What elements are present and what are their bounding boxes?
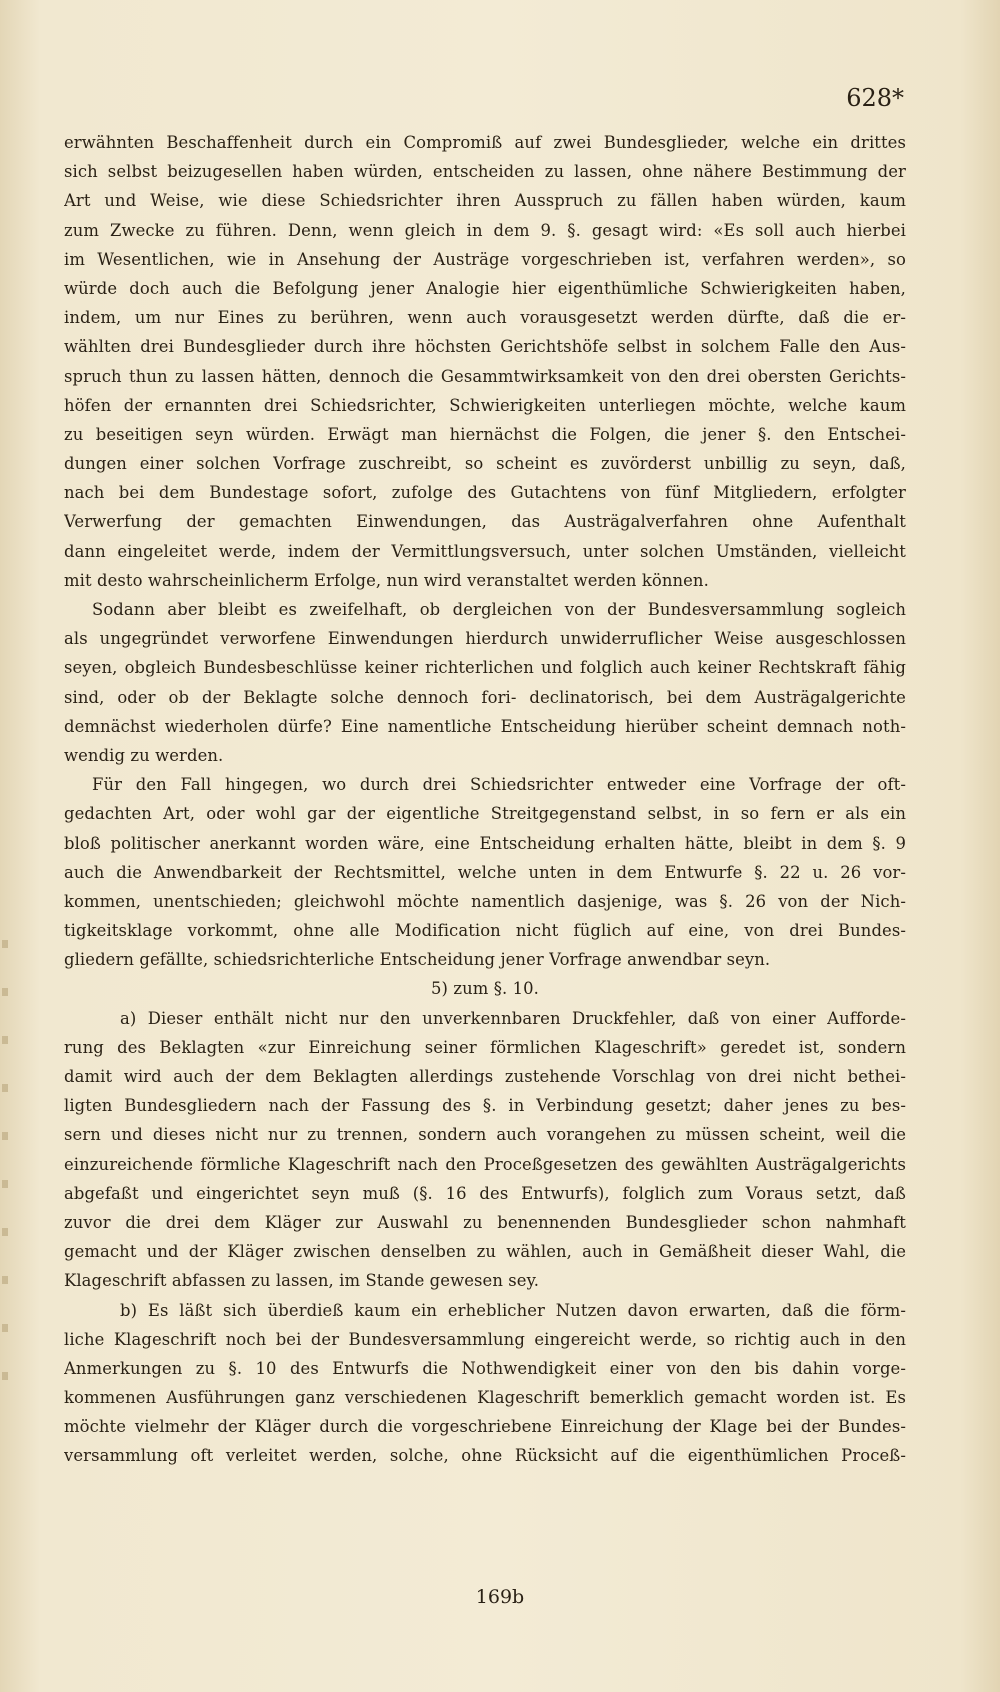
- text-line: Sodann aber bleibt es zweifelhaft, ob dergleichen von der Bundesversammlung sogleich: [92, 600, 906, 619]
- text-line: würde doch auch die Befolgung jener Analogie hier eigenthümliche Schwierigkeiten haben,: [64, 278, 906, 298]
- text-line: Klageschrift abfassen zu lassen, im Stande gewesen sey.: [64, 1271, 540, 1291]
- text-line: höfen der ernannten drei Schiedsrichter, Schwierigkeiten unterliegen möchte, welche kaum: [64, 395, 906, 415]
- text-line: sern und dieses nicht nur zu trennen, sondern auch vorangehen zu müssen scheint, weil die: [64, 1125, 906, 1145]
- text-line: Für den Fall hingegen, wo durch drei Schiedsrichter entweder eine Vorfrage der oft-: [92, 775, 906, 795]
- text-line: wendig zu werden.: [64, 745, 224, 765]
- text-line: damit wird auch der dem Beklagten allerdings zustehende Vorschlag von drei nicht bethei-: [64, 1067, 906, 1086]
- text-line: dungen einer solchen Vorfrage zuschreibt, so scheint es zuvörderst unbillig zu seyn, daß,: [64, 454, 906, 474]
- text-line: möchte vielmehr der Kläger durch die vorgeschriebene Einreichung der Klage bei der Bundes-: [64, 1417, 906, 1437]
- text-line: kommenen Ausführungen ganz verschiedenen Klageschrift bemerklich gemacht worden ist. Es: [64, 1388, 906, 1408]
- text-line: wählten drei Bundesglieder durch ihre höchsten Gerichtshöfe selbst in solchem Falle den Aus-: [64, 337, 906, 357]
- section-heading: 5) zum §. 10.: [431, 979, 539, 999]
- text-line: auch die Anwendbarkeit der Rechtsmittel, welche unten in dem Entwurfe §. 22 u. 26 vor-: [64, 862, 906, 882]
- text-line: im Wesentlichen, wie in Ansehung der Austräge vorgeschrieben ist, verfahren werden», so: [64, 249, 906, 269]
- text-line: erwähnten Beschaffenheit durch ein Compromiß auf zwei Bundesglieder, welche ein drittes: [64, 133, 906, 152]
- text-line: gliedern gefällte, schiedsrichterliche Entscheidung jener Vorfrage anwendbar seyn.: [64, 950, 771, 970]
- text-line: gedachten Art, oder wohl gar der eigentliche Streitgegenstand selbst, in so fern er als ein: [64, 804, 906, 824]
- text-line: b) Es läßt sich überdieß kaum ein erheblicher Nutzen davon erwarten, daß die förm-: [120, 1300, 906, 1320]
- text-line: demnächst wiederholen dürfe? Eine namentliche Entscheidung hierüber scheint demnach noth-: [64, 716, 906, 736]
- body-text: [64, 128, 906, 1471]
- text-line: Anmerkungen zu §. 10 des Entwurfs die Nothwendigkeit einer von den bis dahin vorge-: [64, 1358, 906, 1378]
- text-line: liche Klageschrift noch bei der Bundesversammlung eingereicht werde, so richtig auch in den: [64, 1329, 906, 1349]
- text-line: zum Zwecke zu führen. Denn, wenn gleich in dem 9. §. gesagt wird: «Es soll auch hierbei: [64, 220, 906, 240]
- text-line: spruch thun zu lassen hätten, dennoch die Gesammtwirksamkeit von den drei obersten Gerichts-: [64, 366, 906, 386]
- text-line: seyen, obgleich Bundesbeschlüsse keiner richterlichen und folglich auch keiner Rechtskraft fähig: [64, 658, 906, 678]
- text-line: dann eingeleitet werde, indem der Vermittlungsversuch, unter solchen Umständen, vielleicht: [64, 541, 906, 561]
- text-line: nach bei dem Bundestage sofort, zufolge des Gutachtens von fünf Mitgliedern, erfolgter: [64, 483, 906, 503]
- text-line: einzureichende förmliche Klageschrift nach den Proceßgesetzen des gewählten Austrägalgerichts: [64, 1154, 906, 1174]
- text-line: Art und Weise, wie diese Schiedsrichter ihren Ausspruch zu fällen haben würden, kaum: [64, 191, 906, 211]
- text-line: kommen, unentschieden; gleichwohl möchte namentlich dasjenige, was §. 26 von der Nich-: [64, 891, 906, 911]
- text-line: Verwerfung der gemachten Einwendungen, das Austrägalverfahren ohne Aufenthalt: [64, 512, 906, 532]
- text-line: versammlung oft verleitet werden, solche, ohne Rücksicht auf die eigenthümlichen Proceß-: [64, 1446, 906, 1466]
- page-number: 628*: [846, 84, 904, 112]
- text-line: abgefaßt und eingerichtet seyn muß (§. 16 des Entwurfs), folglich zum Voraus setzt, daß: [64, 1183, 906, 1203]
- text-line: zu beseitigen seyn würden. Erwägt man hiernächst die Folgen, die jener §. den Entschei-: [64, 424, 906, 444]
- text-line: ligten Bundesgliedern nach der Fassung des §. in Verbindung gesetzt; daher jenes zu bes-: [64, 1096, 906, 1116]
- text-line: bloß politischer anerkannt worden wäre, eine Entscheidung erhalten hätte, bleibt in dem §. 9: [64, 833, 906, 853]
- text-line: mit desto wahrscheinlicherm Erfolge, nun wird veranstaltet werden können.: [64, 570, 709, 590]
- text-line: sich selbst beizugesellen haben würden, entscheiden zu lassen, ohne nähere Bestimmung der: [64, 162, 906, 182]
- page-edge-stains: [2, 900, 8, 1400]
- text-line: gemacht und der Kläger zwischen denselben zu wählen, auch in Gemäßheit dieser Wahl, die: [64, 1242, 906, 1262]
- text-line: als ungegründet verworfene Einwendungen hierdurch unwiderruflicher Weise ausgeschlossen: [64, 629, 906, 649]
- text-line: a) Dieser enthält nicht nur den unverkennbaren Druckfehler, daß von einer Aufforde-: [120, 1008, 906, 1028]
- text-line: indem, um nur Eines zu berühren, wenn auch vorausgesetzt werden dürfte, daß die er-: [64, 308, 906, 328]
- printer-signature: 169b: [475, 1586, 525, 1608]
- text-line: rung des Beklagten «zur Einreichung seiner förmlichen Klageschrift» geredet ist, sondern: [64, 1037, 906, 1057]
- text-line: sind, oder ob der Beklagte solche dennoch fori- declinatorisch, bei dem Austrägalgerichte: [64, 687, 906, 707]
- text-line: zuvor die drei dem Kläger zur Auswahl zu benennenden Bundesglieder schon nahmhaft: [64, 1212, 906, 1232]
- text-line: tigkeitsklage vorkommt, ohne alle Modification nicht füglich auf eine, von drei Bundes-: [64, 921, 906, 941]
